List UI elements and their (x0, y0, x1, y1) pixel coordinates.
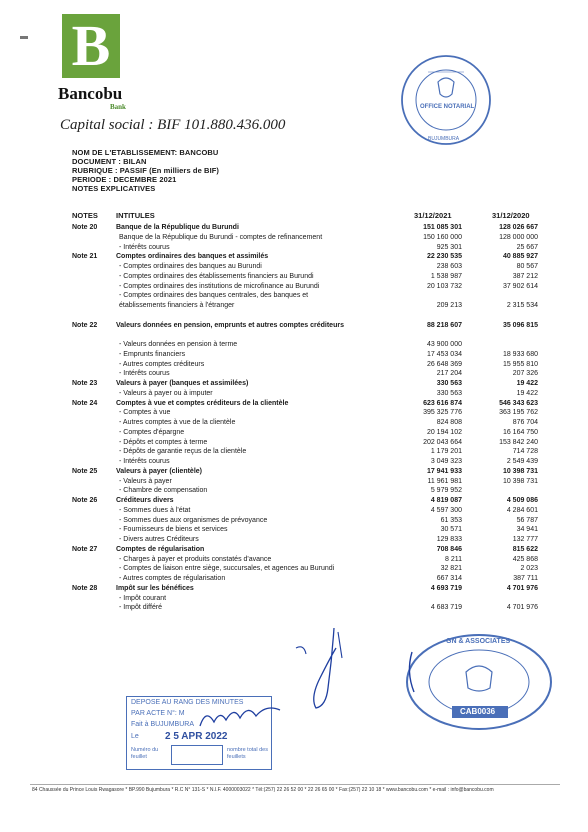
meta-block (72, 148, 219, 193)
table-row-2021: 1 179 201 (430, 448, 462, 456)
table-row-label: - Dépôts de garantie reçus de la clientèle (119, 448, 247, 456)
table-row (0, 486, 588, 496)
col-header-notes: NOTES (72, 211, 98, 220)
table-row-note: Note 20 (72, 224, 98, 231)
table-row (0, 418, 588, 428)
table-row-2021: 4 693 719 (430, 584, 462, 592)
table-row-2021: 209 213 (436, 302, 462, 309)
table-row (0, 477, 588, 487)
table-row-2021: 330 563 (436, 380, 462, 387)
table-row-note: Note 22 (72, 321, 98, 329)
table-row (0, 467, 588, 477)
table-row (0, 584, 588, 594)
table-row-label: Créditeurs divers (116, 497, 174, 504)
table-row-2020: 153 842 240 (499, 438, 538, 446)
table-row-2020: 387 212 (512, 272, 538, 280)
bancobu-logo (62, 14, 120, 78)
table-row-2021: 708 846 (436, 545, 462, 553)
table-row-2020: 4 284 601 (506, 506, 538, 514)
table-row-2021: 129 833 (436, 536, 462, 543)
capital-social: Capital social : BIF 101.880.436.000 (60, 117, 286, 133)
table-row-note: Note 24 (72, 399, 98, 407)
table-row-2020: 207 326 (512, 370, 538, 378)
meta-document: DOCUMENT : BILAN (72, 157, 147, 166)
table-row (0, 301, 588, 311)
table-row-2021: 217 204 (436, 370, 462, 378)
table-row-2020: 363 195 762 (499, 409, 538, 417)
table-row-label: Comptes de régularisation (116, 545, 205, 553)
table-row (0, 223, 588, 233)
table-row (0, 525, 588, 535)
col-header-2021: 31/12/2021 (414, 211, 452, 220)
table-row (0, 340, 588, 350)
table-row-2020: 4 701 976 (506, 584, 538, 592)
meta-notes: NOTES EXPLICATIVES (72, 184, 156, 193)
table-row-note: Note 27 (72, 545, 98, 553)
table-row-2021: 32 821 (440, 565, 462, 573)
table-row-2021: 151 085 301 (423, 224, 462, 231)
table-row-label: - Comptes à vue (119, 409, 171, 417)
deposit-pages1: Numéro du feuillet (131, 747, 159, 760)
table-row-2020: 34 941 (516, 526, 538, 534)
table-row (0, 535, 588, 545)
table-row-2020: 15 955 810 (502, 360, 538, 368)
table-row-label: - Comptes ordinaires des établissements financiers au Burundi (119, 272, 314, 280)
deposit-pages2: nombre total des feuillets (227, 747, 268, 760)
deposit-date-label: Le (131, 733, 139, 740)
table-row-2021: 202 043 664 (423, 438, 462, 446)
table-row-2020: 40 885 927 (502, 253, 538, 261)
gn-seal-icon (404, 632, 554, 732)
table-row-2021: 4 597 300 (430, 506, 462, 514)
table-row-2021: 623 616 874 (423, 399, 462, 407)
table-row-label: - Chambre de compensation (119, 487, 208, 495)
table-row (0, 350, 588, 360)
table-row-2020: 25 667 (516, 243, 538, 251)
deposit-date: 2 5 APR 2022 (165, 731, 228, 742)
table-row-2020: 425 868 (512, 555, 538, 563)
table-row-2020: 19 422 (516, 380, 538, 387)
gn-associates-stamp (404, 632, 554, 732)
bank-sub: Bank (110, 103, 126, 111)
table-row (0, 311, 588, 321)
table-row-label: - Comptes ordinaires des banques au Burundi (119, 263, 262, 270)
table-row-label: - Intérêts courus (119, 458, 170, 465)
table-row (0, 243, 588, 253)
table-row-label: - Valeurs données en pension à terme (119, 341, 238, 348)
table-row (0, 252, 588, 262)
table-row-2021: 4 683 719 (430, 604, 462, 612)
table-row-2021: 3 049 323 (430, 458, 462, 465)
table-row-label: - Comptes de liaison entre siège, succursales, et agences au Burundi (119, 565, 335, 573)
table-row-2021: 238 603 (436, 263, 462, 270)
table-row (0, 330, 588, 340)
table-row-2021: 824 808 (436, 419, 462, 426)
table-row-2020: 16 164 750 (502, 428, 538, 436)
table-row-2020: 18 933 680 (502, 350, 538, 358)
table-row-note: Note 26 (72, 497, 98, 504)
table-row (0, 360, 588, 370)
meta-rubrique: RUBRIQUE : PASSIF (En milliers de BIF) (72, 166, 220, 175)
table-row-label: établissements financiers à l'étranger (119, 302, 235, 309)
table-row-2020: 876 704 (512, 419, 538, 426)
table-row-2020: 4 509 086 (506, 497, 538, 504)
table-row-2020: 10 398 731 (502, 467, 538, 475)
table-row-2021: 20 103 732 (426, 282, 462, 290)
balance-table (0, 223, 588, 623)
table-row-label: - Impôt différé (119, 604, 163, 612)
col-header-intitules: INTITULES (116, 211, 155, 220)
table-row-2021: 4 819 087 (430, 497, 462, 504)
table-row-2021: 17 941 933 (426, 467, 462, 475)
table-row-label: - Comptes ordinaires des institutions de microfinance au Burundi (119, 282, 320, 290)
signature-icon (286, 618, 366, 713)
corner-mark (20, 36, 28, 39)
table-row-2021: 43 900 000 (426, 341, 462, 348)
table-row-label: - Comptes d'épargne (119, 428, 185, 436)
table-row (0, 447, 588, 457)
table-row-note: Note 28 (72, 584, 98, 592)
table-row (0, 516, 588, 526)
table-row-2020: 2 315 534 (506, 302, 538, 309)
table-row-2021: 5 979 952 (430, 487, 462, 495)
table-row-2020: 56 787 (516, 516, 538, 524)
meta-etablissement: NOM DE L'ETABLISSEMENT: BANCOBU (72, 148, 219, 157)
table-row-2020: 128 026 667 (499, 224, 538, 231)
table-row-note: Note 25 (72, 467, 98, 475)
table-row-2021: 26 648 369 (426, 360, 462, 368)
table-row-2020: 2 549 439 (506, 458, 538, 465)
table-row-label: Valeurs données en pension, emprunts et autres comptes créditeurs (116, 321, 344, 329)
logo-letter: B (71, 13, 111, 78)
table-row-label: - Comptes ordinaires des banques centrales, des banques et (119, 292, 309, 300)
table-row-label: - Autres comptes de régularisation (119, 575, 226, 582)
gn-title: GN & ASSOCIATES (446, 638, 511, 645)
table-row-2021: 1 538 987 (430, 272, 462, 280)
table-row-2020: 19 422 (516, 389, 538, 397)
table-row-label: Impôt sur les bénéfices (116, 584, 194, 592)
table-row-2021: 925 301 (436, 243, 462, 251)
notary-label: OFFICE NOTARIAL (420, 104, 475, 110)
deposit-line2: PAR ACTE N°: M (131, 710, 185, 717)
table-row-label: Valeurs à payer (clientèle) (116, 467, 202, 475)
footer-address: 84 Chaussée du Prince Louis Rwagasore * BP.990 Bujumbura * R.C N° 131-S * N.I.F. 4000003022 * Tél:(257) 22 26 52 00 * 22 26 65 00 * Fax:(257) 22 10 18 * www.bancobu.com * e-mail : info@bancobu.com (32, 787, 494, 793)
table-row-2020: 546 343 623 (499, 399, 538, 407)
table-row-label: Comptes ordinaires des banques et assimilés (116, 253, 269, 261)
table-row-label: - Intérêts courus (119, 243, 170, 251)
table-row (0, 233, 588, 243)
table-row (0, 262, 588, 272)
table-row (0, 603, 588, 613)
table-row-2021: 17 453 034 (426, 350, 462, 358)
table-row-2020: 2 023 (520, 565, 538, 573)
table-row-label: - Intérêts courus (119, 370, 170, 378)
signature-1 (286, 618, 366, 713)
table-row-2020: 37 902 614 (502, 282, 538, 290)
table-row-2021: 20 194 102 (426, 428, 462, 436)
table-row-2021: 150 160 000 (423, 233, 462, 241)
table-row (0, 272, 588, 282)
table-row (0, 369, 588, 379)
table-row (0, 399, 588, 409)
notary-stamp (398, 52, 494, 148)
deposit-line1: DEPOSE AU RANG DES MINUTES (131, 699, 244, 706)
table-row-label: - Dépôts et comptes à terme (119, 438, 208, 446)
table-row-2020: 128 000 000 (499, 233, 538, 241)
table-row (0, 282, 588, 292)
table-row-label: - Sommes dues à l'état (119, 506, 191, 514)
table-row (0, 555, 588, 565)
table-row (0, 389, 588, 399)
table-row-2021: 395 325 776 (423, 409, 462, 417)
meta-periode: PERIODE : DECEMBRE 2021 (72, 175, 177, 184)
table-row-label: - Autres comptes à vue de la clientèle (119, 419, 236, 426)
table-row (0, 574, 588, 584)
table-row-label: Banque de la République du Burundi (116, 224, 239, 231)
notary-city: BUJUMBURA (428, 136, 460, 142)
table-row (0, 545, 588, 555)
notary-seal-icon (398, 52, 494, 148)
table-row-label: - Valeurs à payer (119, 477, 172, 485)
table-row-2020: 80 567 (516, 263, 538, 270)
deposit-pages-box (171, 745, 223, 765)
gn-code: CAB0036 (460, 707, 496, 716)
table-row-2021: 88 218 607 (426, 321, 462, 329)
table-row-label: - Impôt courant (119, 594, 167, 602)
table-row (0, 438, 588, 448)
bank-name: Bancobu (58, 84, 123, 103)
table-row-label: Valeurs à payer (banques et assimilées) (116, 380, 249, 387)
col-header-2020: 31/12/2020 (492, 211, 530, 220)
table-row-2020: 714 728 (512, 448, 538, 456)
deposit-line3: Fait à BUJUMBURA (131, 721, 195, 728)
table-row-label: - Charges à payer et produits constatés d'avance (119, 555, 272, 563)
table-row (0, 594, 588, 604)
table-row-label: - Emprunts financiers (119, 350, 186, 358)
table-row (0, 379, 588, 389)
table-row-label: - Divers autres Créditeurs (119, 536, 199, 543)
footer-divider (30, 784, 560, 785)
table-row-2020: 387 711 (513, 575, 538, 582)
table-row-2021: 11 961 981 (427, 477, 462, 485)
table-row (0, 321, 588, 331)
table-row-label: - Sommes dues aux organismes de prévoyance (119, 516, 268, 524)
table-row (0, 408, 588, 418)
table-row-note: Note 21 (72, 253, 98, 261)
table-row-2020: 10 398 731 (502, 477, 538, 485)
table-row (0, 496, 588, 506)
table-row (0, 428, 588, 438)
table-row-2020: 35 096 815 (502, 321, 538, 329)
table-row-2021: 30 571 (440, 526, 462, 534)
table-row-label: - Fournisseurs de biens et services (119, 526, 228, 534)
table-row-label: - Autres comptes créditeurs (119, 360, 205, 368)
table-row (0, 457, 588, 467)
table-row-2020: 815 622 (512, 545, 538, 553)
table-row-2021: 22 230 535 (426, 253, 462, 261)
table-row-note: Note 23 (72, 380, 98, 387)
handwriting-icon (196, 696, 286, 736)
table-row (0, 506, 588, 516)
table-row-2020: 4 701 976 (506, 604, 538, 612)
table-row-2021: 667 314 (436, 575, 462, 582)
deposit-signature (196, 696, 286, 736)
table-row-2021: 330 563 (436, 389, 462, 397)
table-row-label: Banque de la République du Burundi - comptes de refinancement (119, 233, 323, 241)
table-row-2021: 61 353 (440, 516, 462, 524)
table-row (0, 291, 588, 301)
table-row-label: Comptes à vue et comptes créditeurs de la clientèle (116, 399, 289, 407)
table-row-2020: 132 777 (512, 536, 538, 543)
table-row-label: - Valeurs à payer ou à imputer (119, 389, 213, 397)
table-row (0, 564, 588, 574)
table-row-2021: 8 211 (445, 555, 462, 563)
